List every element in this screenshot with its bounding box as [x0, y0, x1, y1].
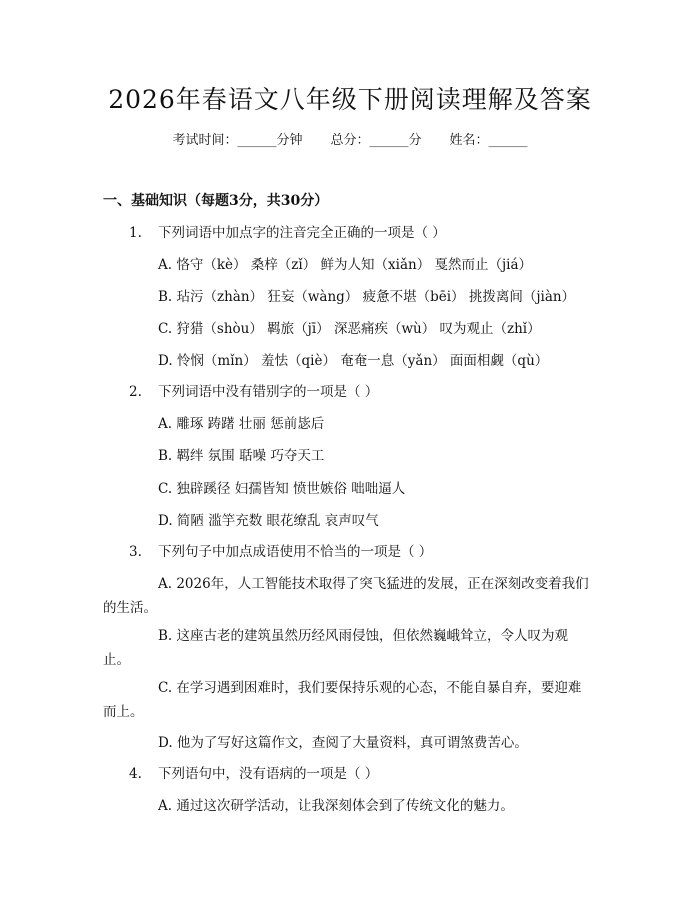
document-title: 2026年春语文八年级下册阅读理解及答案: [108, 85, 592, 114]
q1-option-c: C. 狩猎（shòu） 羁旅（jī） 深恶痛疾（wù） 叹为观止（zhǐ）: [158, 321, 541, 337]
question-number: 4.: [129, 766, 142, 782]
q1-option-d: D. 怜悯（mǐn） 羞怯（qiè） 奄奄一息（yǎn） 面面相觑（qù）: [158, 353, 549, 369]
q2-option-b: B. 羁绊 氛围 聒噪 巧夺天工: [158, 448, 325, 464]
exam-time-field: 考试时间：______分钟: [172, 133, 303, 148]
q1-option-b: B. 玷污（zhàn） 狂妄（wàng） 疲惫不堪（bēi） 挑拨离间（jiàn）: [158, 289, 576, 305]
q3-option-b-line2: 止。: [103, 652, 130, 668]
q3-option-b-line1: B. 这座古老的建筑虽然历经风雨侵蚀，但依然巍峨耸立，令人叹为观: [158, 628, 569, 644]
question-4: [129, 764, 378, 784]
student-name-field: 姓名：______: [449, 133, 528, 148]
exam-meta: [0, 131, 700, 151]
q2-option-a: A. 雕琢 踌躇 壮丽 惩前毖后: [158, 416, 325, 432]
q4-option-a: A. 通过这次研学活动，让我深刻体会到了传统文化的魅力。: [158, 798, 514, 814]
question-text: 下列句子中加点成语使用不恰当的一项是（ ）: [158, 544, 433, 560]
question-3: [129, 542, 432, 562]
question-text: 下列语句中，没有语病的一项是（ ）: [158, 766, 379, 782]
q3-option-c-line2: 而上。: [103, 704, 144, 720]
question-number: 3.: [129, 544, 142, 560]
q3-option-d: D. 他为了写好这篇作文，查阅了大量资料，真可谓煞费苦心。: [158, 735, 528, 751]
q3-option-a-line2: 的生活。: [103, 600, 157, 616]
question-text: 下列词语中没有错别字的一项是（ ）: [158, 384, 379, 400]
question-2: [129, 382, 378, 402]
question-number: 2.: [129, 384, 142, 400]
q2-option-c: C. 独辟蹊径 妇孺皆知 愤世嫉俗 咄咄逼人: [158, 481, 406, 497]
q3-option-a-line1: A. 2026年，人工智能技术取得了突飞猛进的发展，正在深刻改变着我们: [158, 576, 589, 592]
q1-option-a: A. 恪守（kè） 桑梓（zǐ） 鲜为人知（xiǎn） 戛然而止（jiá）: [158, 257, 533, 273]
question-text: 下列词语中加点字的注音完全正确的一项是（ ）: [158, 225, 446, 241]
total-score-field: 总分：______分: [330, 133, 422, 148]
section-heading: 一、基础知识（每题3分，共30分）: [103, 193, 329, 209]
question-1: [129, 223, 446, 243]
question-number: 1.: [129, 225, 142, 241]
q3-option-c-line1: C. 在学习遇到困难时，我们要保持乐观的心态，不能自暴自弃，要迎难: [158, 680, 582, 696]
q2-option-d: D. 简陋 滥竽充数 眼花缭乱 哀声叹气: [158, 513, 379, 529]
